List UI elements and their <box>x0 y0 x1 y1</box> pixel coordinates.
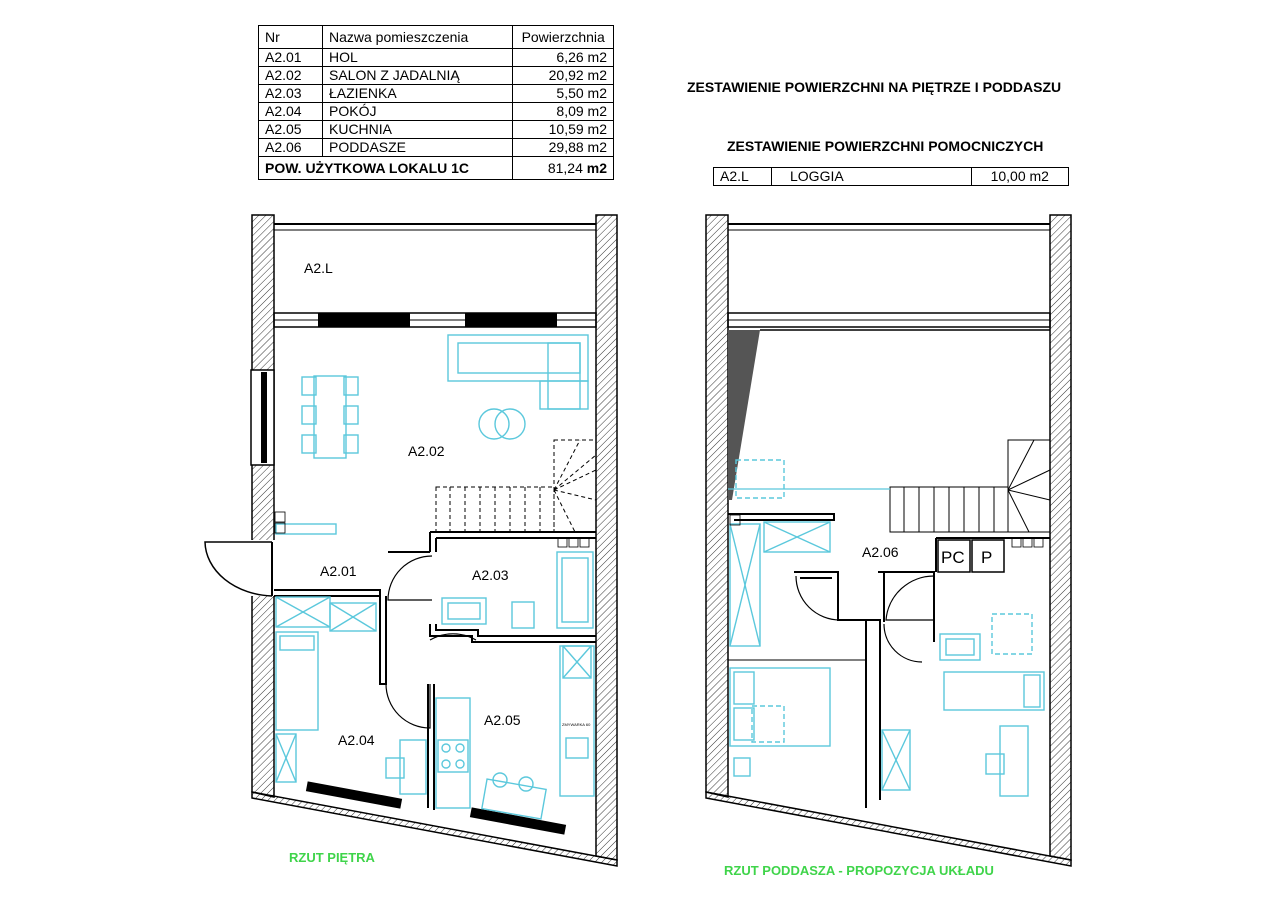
total-value: 81,24 <box>547 160 583 176</box>
room-area: 8,09 m2 <box>513 103 614 121</box>
room-nr: A2.03 <box>259 85 323 103</box>
bathroom-wall <box>430 624 596 642</box>
attic-door <box>884 624 922 662</box>
attic-door <box>886 576 934 620</box>
bed <box>276 632 318 730</box>
room-label: A2.01 <box>320 563 357 579</box>
window <box>465 313 557 327</box>
appliance-label: ZMYWARKA 60 <box>562 722 591 727</box>
attic-door <box>796 576 840 620</box>
floor-plan-caption: RZUT PIĘTRA <box>289 850 375 865</box>
room-area: 6,26 m2 <box>513 49 614 67</box>
header-name: Nazwa pomieszczenia <box>323 26 513 49</box>
outer-wall <box>706 215 728 797</box>
attic-plan <box>706 215 1071 866</box>
header-area: Powierzchnia <box>513 26 614 49</box>
sofa <box>448 335 588 381</box>
single-bed <box>944 672 1044 710</box>
kitchen-counter <box>560 646 594 796</box>
attic-plan-caption: RZUT PODDASZA - PROPOZYCJA UKŁADU <box>724 863 994 878</box>
room-area: 10,59 m2 <box>513 121 614 139</box>
window <box>470 807 566 834</box>
bedroom-door <box>386 684 430 728</box>
furniture <box>730 460 1044 796</box>
room-nr: A2.L <box>714 168 772 186</box>
room-nr: A2.04 <box>259 103 323 121</box>
room-area: 29,88 m2 <box>513 139 614 157</box>
dining-table <box>314 376 346 458</box>
room-name: PODDASZE <box>323 139 513 157</box>
outer-wall <box>596 215 617 860</box>
room-label: A2.05 <box>484 712 521 728</box>
room-nr: A2.06 <box>259 139 323 157</box>
staircase <box>436 440 596 532</box>
double-bed <box>730 668 830 746</box>
coffee-table <box>479 409 509 439</box>
room-name: POKÓJ <box>323 103 513 121</box>
pc-label: PC <box>941 548 965 567</box>
room-name: ŁAZIENKA <box>323 85 513 103</box>
outer-wall <box>1050 215 1071 860</box>
room-label: A2.04 <box>338 732 375 748</box>
floor-summary-heading: ZESTAWIENIE POWIERZCHNI NA PIĘTRZE I PODDASZU <box>687 79 1062 95</box>
room-area: 5,50 m2 <box>513 85 614 103</box>
room-label: A2.06 <box>862 544 899 560</box>
outer-wall <box>706 792 1071 866</box>
outer-wall <box>252 215 274 797</box>
p-label: P <box>981 548 993 567</box>
roof-slope <box>728 330 760 500</box>
room-nr: A2.05 <box>259 121 323 139</box>
floor-plan <box>205 215 617 866</box>
room-area: 10,00 m2 <box>971 168 1068 186</box>
total-unit: m2 <box>586 160 607 176</box>
header-nr: Nr <box>259 26 323 49</box>
room-name: KUCHNIA <box>323 121 513 139</box>
bathroom-door <box>388 556 432 600</box>
toilet <box>512 602 534 628</box>
bathroom-wall <box>388 532 596 552</box>
room-nr: A2.02 <box>259 67 323 85</box>
room-name: HOL <box>323 49 513 67</box>
total-label: POW. UŻYTKOWA LOKALU 1C <box>259 157 513 180</box>
room-name: LOGGIA <box>772 168 972 186</box>
room-label: A2.03 <box>472 567 509 583</box>
room-label: A2.02 <box>408 443 445 459</box>
staircase <box>890 440 1050 532</box>
aux-summary-heading: ZESTAWIENIE POWIERZCHNI POMOCNICZYCH <box>727 138 1044 154</box>
cooktop <box>438 740 468 772</box>
room-area: 20,92 m2 <box>513 67 614 85</box>
room-nr: A2.01 <box>259 49 323 67</box>
window <box>318 313 410 327</box>
kitchen-wall <box>428 684 434 810</box>
room-label: A2.L <box>304 260 333 276</box>
room-name: SALON Z JADALNIĄ <box>323 67 513 85</box>
